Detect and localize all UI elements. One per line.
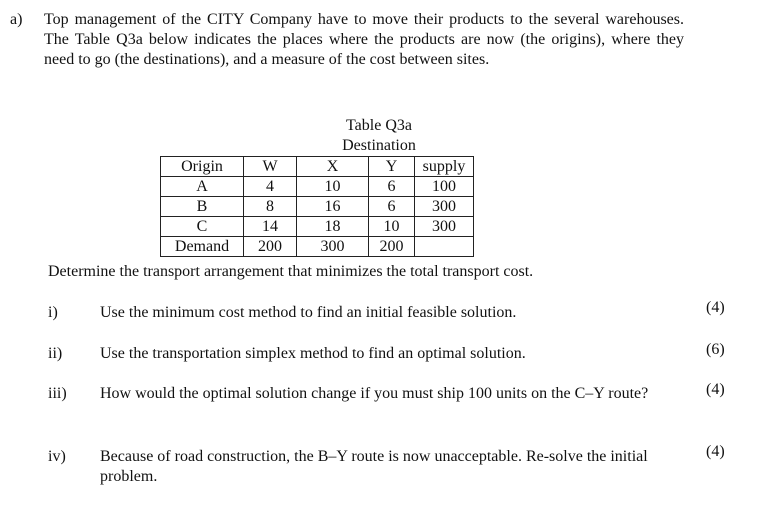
table-cell: Demand	[161, 237, 244, 257]
header-cell: Origin	[161, 157, 244, 177]
header-cell: W	[244, 157, 297, 177]
part-marks: (6)	[706, 341, 725, 358]
table-caption: Table Q3a	[346, 117, 412, 134]
table-group-header: Destination	[342, 137, 416, 154]
cost-table	[160, 156, 474, 257]
table-cell: 4	[244, 177, 297, 197]
header-cell: supply	[415, 157, 474, 177]
question-label: a)	[10, 11, 23, 28]
part-text: How would the optimal solution change if you must ship 100 units on the C–Y route?	[100, 385, 649, 402]
part-marks: (4)	[706, 443, 725, 460]
part-marks: (4)	[706, 381, 725, 398]
table-cell: 8	[244, 197, 297, 217]
table-row	[161, 197, 474, 217]
table-cell: 6	[369, 177, 415, 197]
table-cell: A	[161, 177, 244, 197]
table-cell: 18	[297, 217, 369, 237]
header-cell: Y	[369, 157, 415, 177]
table-header-row	[161, 157, 474, 177]
table-cell: 300	[297, 237, 369, 257]
table-cell: 10	[297, 177, 369, 197]
table-cell: 300	[415, 217, 474, 237]
table-cell: 16	[297, 197, 369, 217]
header-cell: X	[297, 157, 369, 177]
table-cell: B	[161, 197, 244, 217]
part-text: Because of road construction, the B–Y route is now unacceptable. Re-solve the initial problem.	[100, 448, 648, 485]
question-intro: Top management of the CITY Company have to move their products to the several warehouses. The Table Q3a below indicates the places where the products are now (the origins), where they need to go (the destinations), and a measure of the cost between sites.	[44, 11, 684, 68]
table-cell: 200	[244, 237, 297, 257]
part-text: Use the minimum cost method to find an initial feasible solution.	[100, 304, 517, 321]
demand-row	[161, 237, 474, 257]
table-row	[161, 177, 474, 197]
table-cell: 6	[369, 197, 415, 217]
part-number: iv)	[48, 448, 66, 465]
table-cell: 200	[369, 237, 415, 257]
table-cell: 14	[244, 217, 297, 237]
table-cell: C	[161, 217, 244, 237]
part-number: ii)	[48, 345, 63, 362]
table-cell: 100	[415, 177, 474, 197]
empty-cell	[415, 237, 474, 257]
part-number: iii)	[48, 385, 67, 402]
part-text: Use the transportation simplex method to find an optimal solution.	[100, 345, 526, 362]
part-number: i)	[48, 304, 58, 321]
table-cell: 300	[415, 197, 474, 217]
part-marks: (4)	[706, 299, 725, 316]
table-row	[161, 217, 474, 237]
instruction-text: Determine the transport arrangement that minimizes the total transport cost.	[48, 263, 534, 280]
table-cell: 10	[369, 217, 415, 237]
